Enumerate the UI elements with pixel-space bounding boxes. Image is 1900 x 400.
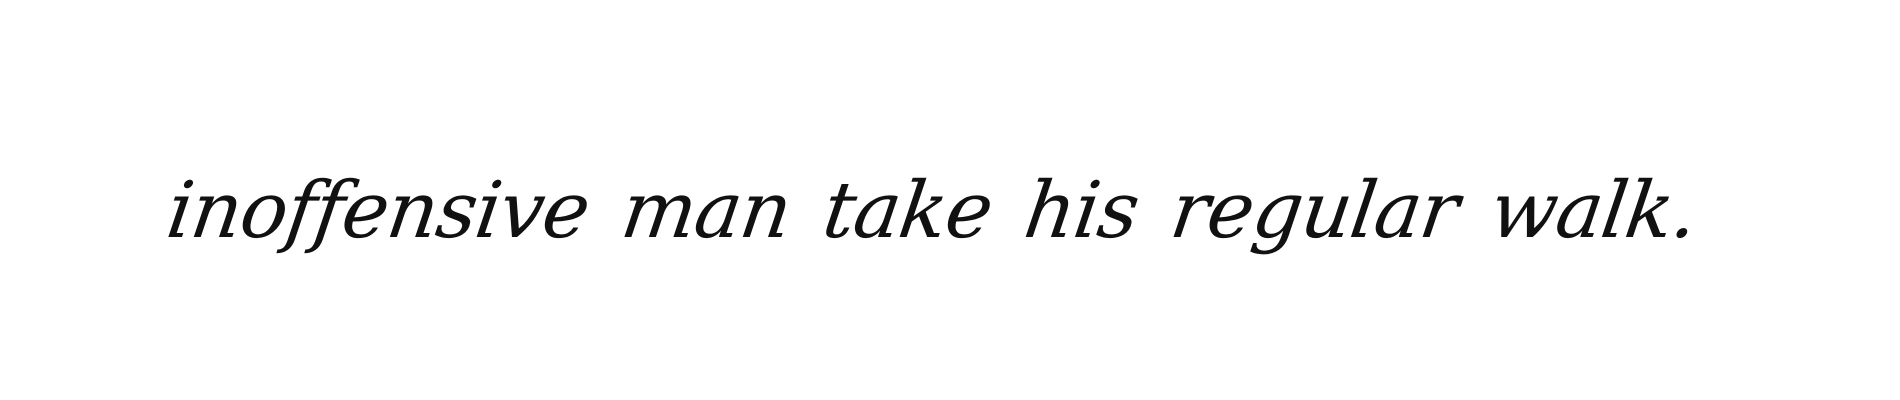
- handwritten-word-walk: walk.: [1484, 166, 1703, 256]
- handwritten-word-regular: regular: [1165, 166, 1464, 256]
- handwritten-word-his: his: [1019, 166, 1145, 256]
- handwritten-word-man: man: [616, 166, 797, 256]
- handwritten-word-take: take: [817, 166, 998, 256]
- handwritten-word-inoffensive: inoffensive: [161, 166, 595, 256]
- handwritten-text-line: [157, 136, 1703, 286]
